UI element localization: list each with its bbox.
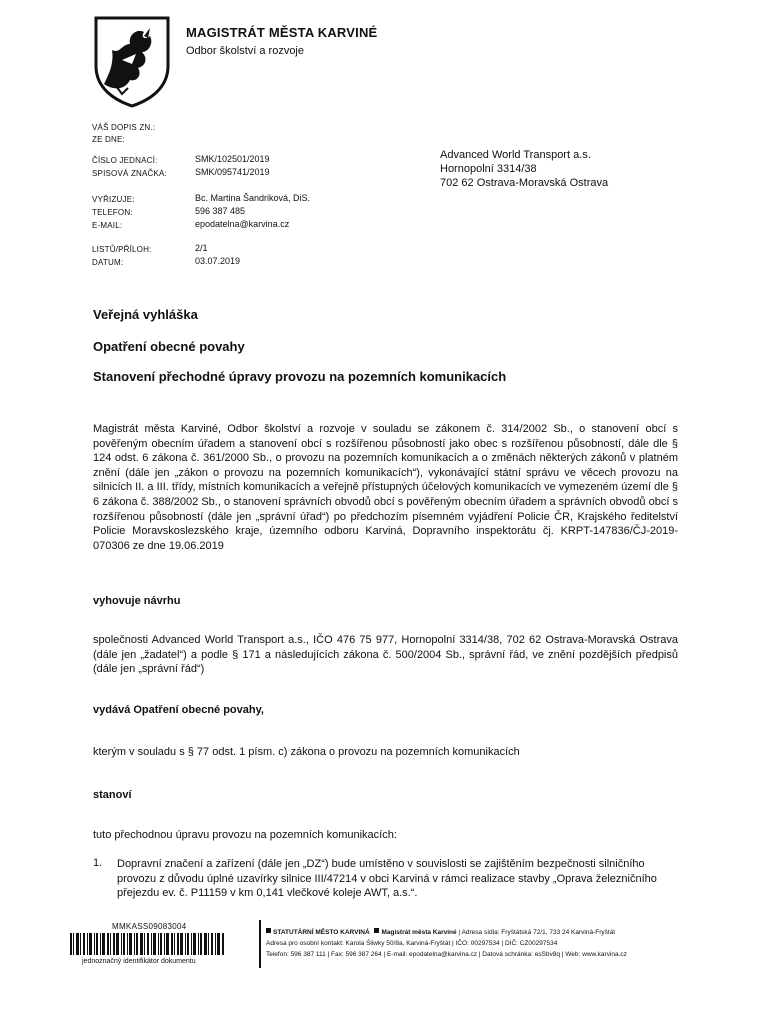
coat-of-arms-emblem (92, 14, 172, 108)
meta-label-phone: TELEFON: (92, 208, 133, 217)
meta-value-pages: 2/1 (195, 243, 208, 253)
footer-line-2: Adresa pro osobní kontakt: Karola Śliwky 50/8a, Karviná-Fryštát | IČO: 00297534 | DIČ: CZ00297534 (266, 940, 558, 947)
barcode-icon (70, 933, 224, 955)
document-code-caption: jednoznačný identifikátor dokumentu (82, 958, 196, 965)
footer-line-3: Telefon: 596 387 111 | Fax: 596 387 264 | E-mail: epodatelna@karvina.cz | Datová schránka: esSbv8q | Web: www.karvina.cz (266, 951, 627, 958)
heading-general-measure: Opatření obecné povahy (93, 339, 245, 354)
meta-value-date: 03.07.2019 (195, 256, 241, 266)
footer-line-1 (266, 927, 627, 938)
section-issues: vydává Opatření obecné povahy, (93, 704, 264, 716)
footer-seat-address: | Adresa sídla: Fryštátská 72/1, 733 24 Karviná-Fryštát (456, 929, 616, 936)
list-item-number: 1. (93, 857, 103, 869)
meta-value-phone: 596 387 485 (195, 206, 246, 216)
department-name: Odbor školství a rozvoje (186, 45, 304, 57)
meta-value-handled-by: Bc. Martina Šandriková, DiS. (195, 193, 311, 203)
footer-divider (259, 920, 261, 968)
meta-label-email: E-MAIL: (92, 221, 123, 230)
square-bullet-icon (374, 928, 379, 933)
meta-label-file-mark: SPISOVÁ ZNAČKA: (92, 169, 168, 178)
list-item-text: Dopravní značení a zařízení (dále jen „DZ“) bude umístěno v souvislosti se zajištěním bezpečnosti silničního provozu z důvodu úplné uzavírky silnice III/47214 v obci Karviná v rámci realizace stavby „Oprava železničního přejezdu ev. č. P11159 v km 0,141 vlečkové koleje AWT, a.s.“. (117, 858, 657, 900)
paragraph-applicant: společnosti Advanced World Transport a.s., IČO 476 75 977, Hornopolní 3314/38, 702 62 Ostrava-Moravská Ostrava (dále jen „žadatel“) a podle § 171 a následujících zákona č. 500/2004 Sb., správní řád, ve znění pozdějších předpisů (dále jen „správní řád“) (93, 634, 678, 676)
paragraph-adjustment-intro: tuto přechodnou úpravu provozu na pozemních komunikacích: (93, 829, 397, 841)
recipient-name: Advanced World Transport a.s. (440, 149, 591, 161)
meta-value-email: epodatelna@karvina.cz (195, 219, 290, 229)
recipient-street: Hornopolní 3314/38 (440, 163, 537, 175)
meta-label-ref-no: ČÍSLO JEDNACÍ: (92, 156, 158, 165)
recipient-address (440, 148, 608, 190)
footer (266, 927, 627, 960)
recipient-city: 702 62 Ostrava-Moravská Ostrava (440, 177, 609, 189)
document-code: MMKASS09083004 (112, 922, 187, 931)
paragraph-legal-basis: kterým v souladu s § 77 odst. 1 písm. c) zákona o provozu na pozemních komunikacích (93, 746, 520, 758)
meta-label-your-letter: VÁŠ DOPIS ZN.: (92, 123, 156, 132)
meta-label-handled-by: VYŘIZUJE: (92, 195, 135, 204)
meta-value-file-mark: SMK/095741/2019 (195, 167, 270, 177)
heading-public-notice: Veřejná vyhláška (93, 307, 198, 322)
office-title: MAGISTRÁT MĚSTA KARVINÉ (186, 25, 378, 40)
meta-label-date-from: ZE DNE: (92, 135, 125, 144)
meta-value-ref-no: SMK/102501/2019 (195, 154, 270, 164)
meta-label-date: DATUM: (92, 258, 124, 267)
section-determines: stanoví (93, 789, 132, 801)
meta-label-pages: LISTŮ/PŘÍLOH: (92, 245, 152, 254)
footer-org: STATUTÁRNÍ MĚSTO KARVINÁ (273, 929, 370, 936)
paragraph-intro: Magistrát města Karviné, Odbor školství a rozvoje v souladu se zákonem č. 314/2002 Sb., o stanovení obcí s pověřeným obecním úřadem a stanovení obcí s rozšířenou působností jako obec s rozšířenou působností, dále dle § 124 odst. 6 zákona č. 361/2000 Sb., o provozu na pozemních komunikacích a o změnách některých zákonů v platném znění (dále jen „zákon o provozu na pozemních komunikacích“), vykonávající státní správu ve věcech provozu na silnicích II. a III. třídy, místních komunikacích a veřejně přístupných účelových komunikacích ve vymezeném území dle § 6 zákona č. 388/2002 Sb., o stanovení správních obvodů obcí s pověřeným obecním úřadem a správních obvodů obcí s rozšířenou působností (dále jen „správní úřad“) po předchozím písemném vyjádření Policie ČR, Krajského ředitelství Policie Moravskoslezského kraje, územního odboru Karviná, Dopravního inspektorátu čj. KRPT-147836/ČJ-2019-070306 ze dne 19.06.2019 (93, 423, 678, 552)
heading-traffic-adjustment: Stanovení přechodné úpravy provozu na pozemních komunikacích (93, 369, 507, 384)
section-complies: vyhovuje návrhu (93, 595, 181, 607)
square-bullet-icon (266, 928, 271, 933)
footer-office: Magistrát města Karviné (381, 929, 457, 936)
